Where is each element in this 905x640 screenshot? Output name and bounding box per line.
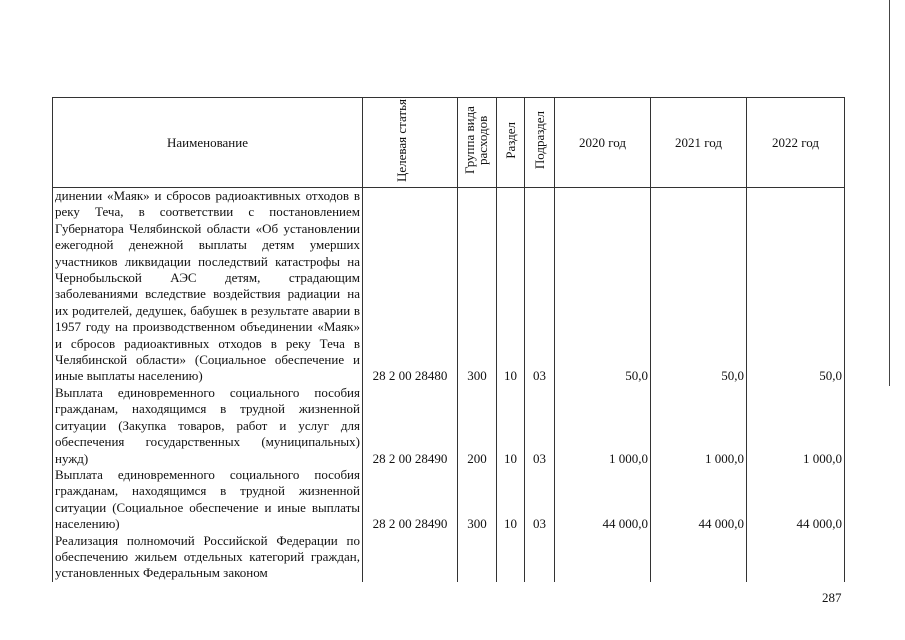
row-2020: 1 000,0 [555,385,651,467]
row-2021 [651,533,747,582]
page-number: 287 [822,590,842,605]
header-section: Раздел [497,98,525,188]
row-2022: 44 000,0 [747,467,845,533]
row-2022 [747,533,845,582]
table-row [53,533,845,582]
row-target: 28 2 00 28490 [363,467,458,533]
header-name: Наименование [53,98,363,188]
row-name: Выплата единовременного социального пособия гражданам, находящимся в трудной жизненной ситуации (Социальное обеспечение и иные выплаты населению) [53,467,363,533]
row-name: Реализация полномочий Российской Федерации по обеспечению жильем отдельных категорий граждан, установленных Федеральным законом [53,533,363,582]
table-row [53,188,845,385]
row-target: 28 2 00 28480 [363,188,458,385]
row-section [497,533,525,582]
row-subsection [525,533,555,582]
row-group: 200 [458,385,497,467]
header-2022: 2022 год [747,98,845,188]
row-name: Выплата единовременного социального пособия гражданам, находящимся в трудной жизненной ситуации (Закупка товаров, работ и услуг для обеспечения государственных (муниципальных) нужд) [53,385,363,467]
row-target [363,533,458,582]
table-row [53,385,845,467]
row-2021: 44 000,0 [651,467,747,533]
header-2020: 2020 год [555,98,651,188]
row-subsection: 03 [525,385,555,467]
row-2020: 50,0 [555,188,651,385]
row-group: 300 [458,467,497,533]
header-subsection: Подраздел [525,98,555,188]
header-target: Целевая статья [363,98,458,188]
row-2022: 1 000,0 [747,385,845,467]
row-subsection: 03 [525,467,555,533]
row-2021: 50,0 [651,188,747,385]
row-group [458,533,497,582]
table-row [53,467,845,533]
row-section: 10 [497,385,525,467]
row-section: 10 [497,188,525,385]
row-group: 300 [458,188,497,385]
table-header-row [53,98,845,188]
header-2021: 2021 год [651,98,747,188]
header-group: Группа вида расходов [458,98,497,188]
row-2022: 50,0 [747,188,845,385]
row-2021: 1 000,0 [651,385,747,467]
row-section: 10 [497,467,525,533]
row-name: динении «Маяк» и сбросов радиоактивных отходов в реку Теча, в соответствии с постановлением Губернатора Челябинской области «Об установлении ежегодной денежной выплаты детям умерших участников ликвидации последствий катастрофы на Чернобыльской АЭС детям, страдающим заболеваниями вследствие воздействия радиации на их родителей, дедушек, бабушек в результате аварии в 1957 году на производственном объединении «Маяк» и сбросов радиоактивных отходов в реку Теча в Челябинской области» (Социальное обеспечение и иные выплаты населению) [53,188,363,385]
row-2020: 44 000,0 [555,467,651,533]
row-2020 [555,533,651,582]
budget-table [52,97,845,582]
margin-line [889,0,890,386]
row-subsection: 03 [525,188,555,385]
row-target: 28 2 00 28490 [363,385,458,467]
